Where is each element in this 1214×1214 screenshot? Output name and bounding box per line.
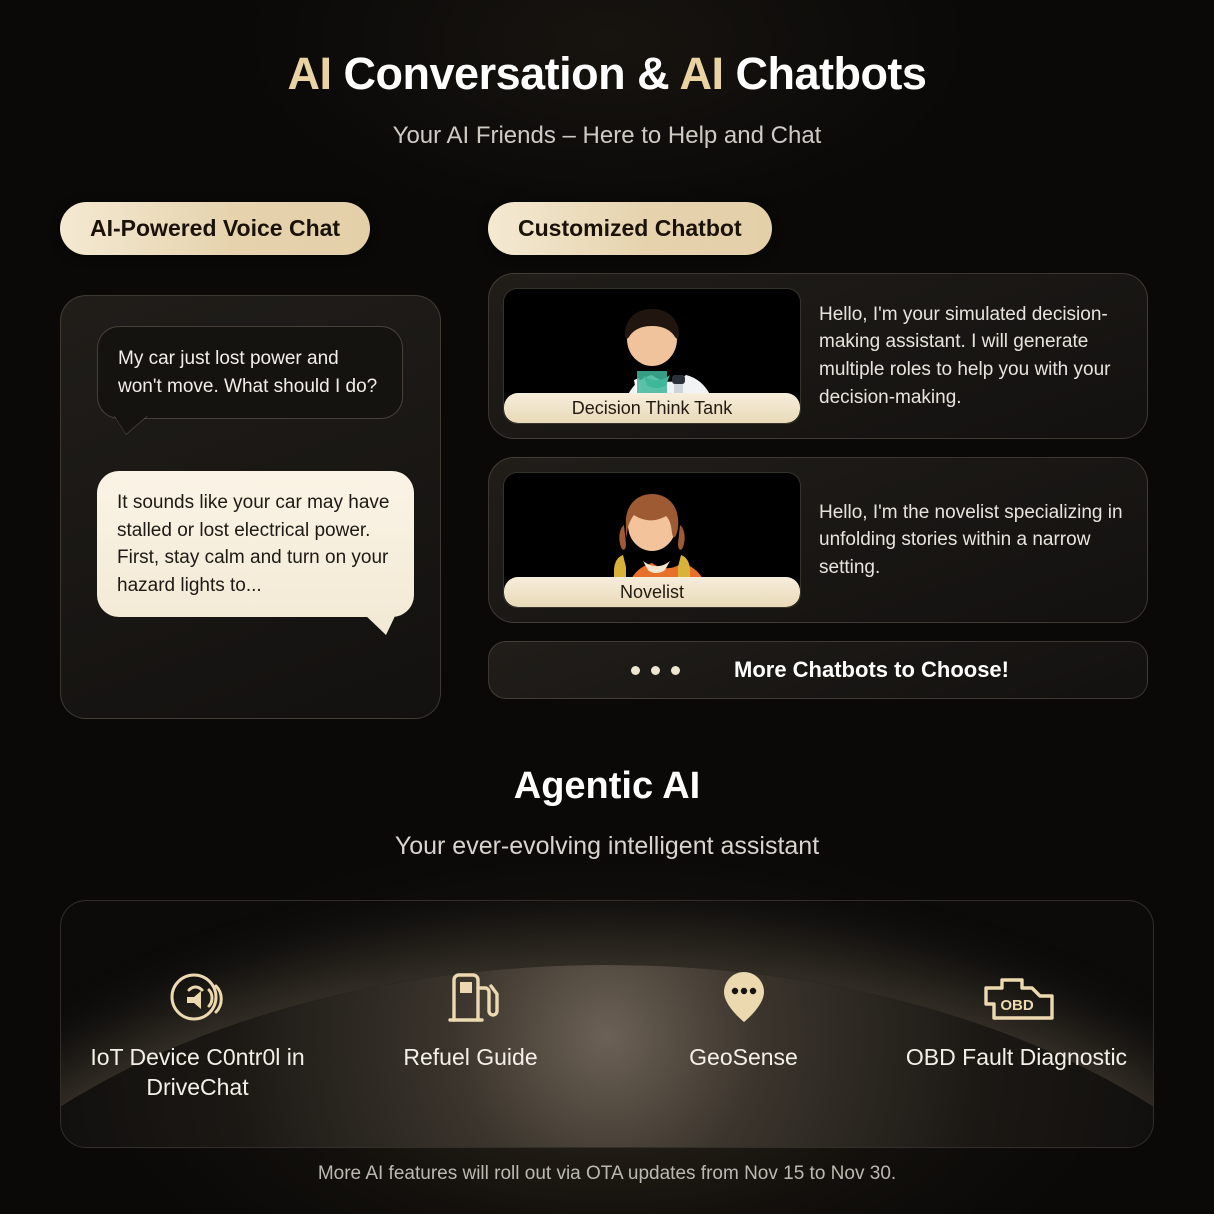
title-highlight-2: AI [679,48,724,99]
agentic-features-card [60,900,1154,1148]
ellipsis-icon [631,666,680,675]
content-columns [0,202,1214,719]
location-pin-icon [607,961,880,1033]
chatbot-avatar [503,288,801,424]
chatbot-section [455,202,1214,719]
feature-item[interactable] [334,961,607,1073]
voice-control-icon [61,961,334,1033]
more-chatbots-label: More Chatbots to Choose! [734,657,1009,682]
user-message-bubble: My car just lost power and won't move. What should I do? [97,326,403,419]
footnote: More AI features will roll out via OTA updates from Nov 15 to Nov 30. [317,1163,897,1184]
obd-engine-icon [880,961,1153,1033]
svg-text:OBD: OBD [999,997,1034,1014]
feature-item[interactable] [61,961,334,1103]
agentic-title: Agentic AI [513,765,701,807]
feature-label: IoT Device C0ntr0l in DriveChat [90,1044,305,1100]
chatbot-name: Novelist [504,577,800,607]
assistant-message-bubble: It sounds like your car may have stalled or lost electrical power. First, stay calm and turn on your hazard lights to... [97,471,414,617]
customized-chatbot-pill: Customized Chatbot [488,202,772,255]
fuel-pump-icon [334,961,607,1033]
chatbot-description: Hello, I'm the novelist specializing in unfolding stories within a narrow setting. [819,501,1123,578]
voice-chat-section [0,202,455,719]
chatbot-description: Hello, I'm your simulated decision-making assistant. I will generate multiple roles to help you with your decision-making. [819,303,1111,408]
chatbot-avatar [503,472,801,608]
page-title [0,0,1214,100]
feature-label: Refuel Guide [403,1044,538,1070]
feature-label: OBD Fault Diagnostic [905,1044,1128,1070]
features-list [61,901,1153,1147]
agentic-subtitle: Your ever-evolving intelligent assistant [394,832,820,860]
voice-chat-pill: AI-Powered Voice Chat [60,202,370,255]
voice-chat-card [60,295,441,719]
page-subtitle: Your AI Friends – Here to Help and Chat [392,121,822,149]
title-text-1: Conversation & [331,48,680,99]
feature-item[interactable] [880,961,1153,1073]
feature-item[interactable] [607,961,880,1073]
chatbot-item[interactable] [488,457,1148,623]
chatbot-item[interactable] [488,273,1148,439]
more-chatbots-button[interactable] [488,641,1148,699]
title-text-2: Chatbots [723,48,927,99]
chatbot-name: Decision Think Tank [504,393,800,423]
feature-label: GeoSense [689,1044,798,1070]
title-highlight-1: AI [287,48,332,99]
